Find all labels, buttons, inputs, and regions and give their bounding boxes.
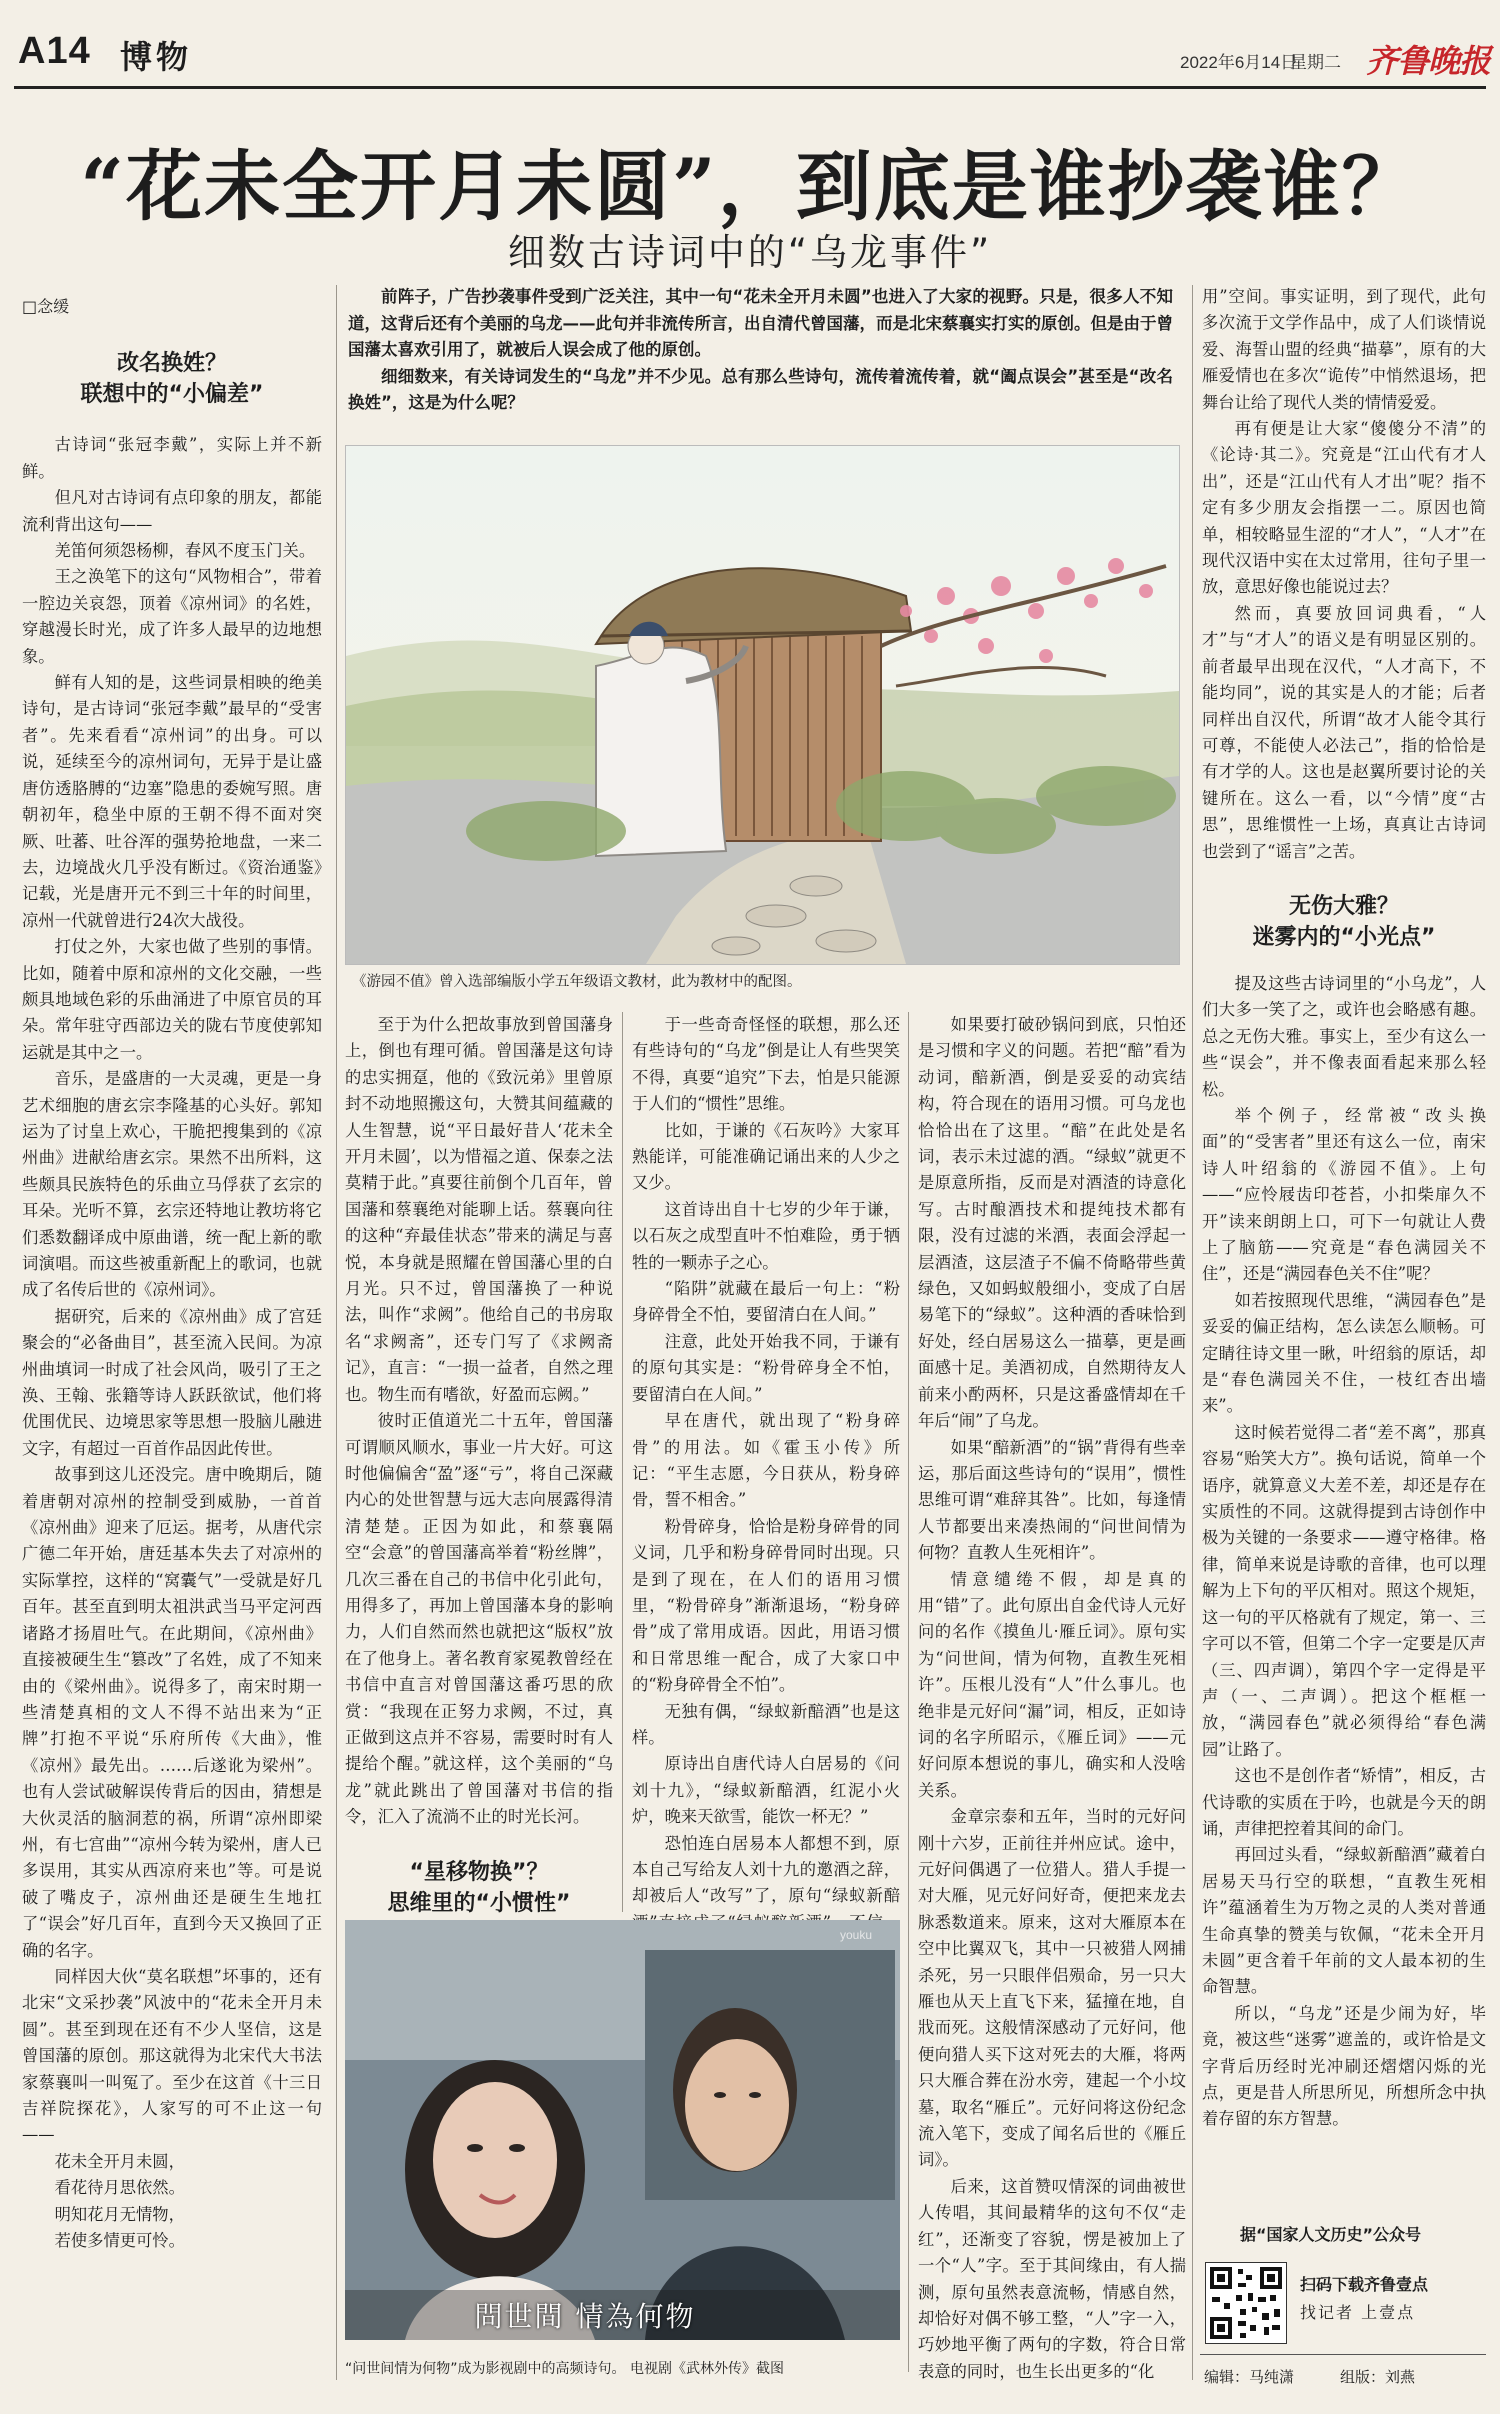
editor-credit: 编辑：马纯潇 [1204, 2368, 1295, 2386]
column-divider [622, 1012, 623, 1912]
body-paragraph: 然而，真要放回词典看，“人才”与“才人”的语义是有明显区别的。前者最早出现在汉代，“人才高下，不能均同”，说的其实是人的才能；后者同样出自汉代，所谓“故才人能令其行可尊，不能使人必法己”，指的恰恰是有才学的人。这也是赵翼所要讨论的关键所在。这么一看，以“今情”度“古思”，思维惯性一上场，真真让古诗词也尝到了“谣言”之苦。 [1202, 603, 1486, 861]
body-paragraph: 鲜有人知的是，这些词景相映的绝美诗句，是古诗词“张冠李戴”最早的“受害者”。先来看看“凉州词”的出身。可以说，延续至今的凉州词句，无异于是让盛唐仿透胳膊的“边塞”隐患的委婉写照。唐朝初年，稳坐中原的王朝不得不面对突厥、吐蕃、吐谷浑的强势抢地盘，一来二去，边境战火几乎没有断过。《资治通鉴》记载，光是唐开元不到三十年的时间里，凉州一代就曾进行24次大战役。 [22, 673, 322, 930]
poem-line: 明知花月无情物， [54, 2204, 185, 2224]
subheadline: 细数古诗词中的“乌龙事件” [507, 231, 993, 274]
column-2 [345, 1012, 613, 1917]
section-name: 博物 [120, 38, 193, 76]
body-paragraph: 王之涣笔下的这句“风物相合”，带着一腔边关哀怨，顶着《凉州词》的名姓，穿越漫长时光，成了许多人最早的边地想象。 [22, 567, 322, 666]
issue-weekday: 星期二 [1290, 53, 1341, 73]
tv-caption: “问世间情为何物”成为影视剧中的高频诗句。 电视剧《武林外传》截图 [345, 2361, 784, 2377]
body-paragraph: “陷阱”就藏在最后一句上：“粉身碎骨全不怕，要留清白在人间。” [632, 1279, 900, 1325]
section3-title-line1: 无伤大雅？ [1288, 893, 1399, 919]
intro-block [348, 284, 1173, 417]
body-paragraph: 粉骨碎身，恰恰是粉身碎骨的同义词，几乎和粉身碎骨同时出现。只是到了现在，在人们的语用习惯里，“粉骨碎身”渐渐退场，“粉身碎骨”成了常用成语。因此，用语习惯和日常思维一配合，成了大家口中的“粉身碎骨全不怕”。 [632, 1516, 900, 1695]
poem-line: 花未全开月未圆， [54, 2151, 185, 2171]
body-paragraph: 再有便是让大家“傻傻分不清”的《论诗·其二》。究竟是“江山代有才人出”，还是“江山代有人才出”呢？指不定有多少朋友会指摆一二。原因也简单，相较略显生涩的“才人”，“人才”在现代汉语中实在太过常用，往句子里一放，意思好像也能说过去？ [1202, 419, 1486, 597]
body-paragraph: 后来，这首赞叹情深的词曲被世人传唱，其间最精华的这句不仅“走红”，还渐变了容貌，愣是被加上了一个“人”字。至于其间缘由，有人揣测，原句虽然表意流畅，情感自然，却恰好对偶不够工整，“人”字一入，巧妙地平衡了两句的字数，符合日常表意的同时，也生长出更多的“化 [918, 2176, 1186, 2381]
body-paragraph: 金章宗泰和五年，当时的元好问刚十六岁，正前往并州应试。途中，元好问偶遇了一位猎人。猎人手提一对大雁，见元好问好奇，便把来龙去脉悉数道来。原来，这对大雁原本在空中比翼双飞，其中一只被猎人网捕杀死，另一只眼伴侣殒命，另一只大雁也从天上直飞下来，猛撞在地，自戕而死。这般情深感动了元好问，他便向猎人买下这对死去的大雁，将两只大雁合葬在汾水旁，建起一个小坟墓，取名“雁丘”。元好问将这份纪念流入笔下，变成了闻名后世的《雁丘词》。 [918, 1807, 1186, 2170]
body-paragraph: 据研究，后来的《凉州曲》成了宫廷聚会的“必备曲目”，甚至流入民间。为凉州曲填词一时成了社会风尚，吸引了王之涣、王翰、张籍等诗人跃跃欲试，他们将优围优民、边境思家等思想一股脑儿融进文字，有超过一百首作品因此传世。 [22, 1306, 322, 1458]
column-4 [918, 1012, 1186, 2381]
body-paragraph: 举个例子，经常被“改头换面”的“受害者”里还有这么一位，南宋诗人叶绍翁的《游园不值》。上句——“应怜屐齿印苍苔，小扣柴扉久不开”读来朗朗上口，可下一句就让人费上了脑筋——究竟是“春色满园关不住”，还是“满园春色关不住”呢？ [1202, 1105, 1486, 1284]
qr-prompt: 扫码下载齐鲁壹点 [1300, 2275, 1429, 2294]
body-paragraph: 音乐，是盛唐的一大灵魂，更是一身艺术细胞的唐玄宗李隆基的心头好。郭知运为了讨皇上欢心，干脆把搜集到的《凉州曲》进献给唐玄宗。果然不出所料，这些颇具民族特色的乐曲立马俘获了玄宗的耳朵。光听不算，玄宗还特地让教坊将它们悉数翻译成中原曲谱，统一配上新的歌词演唱。而这些被重新配上的歌词，也就成了名传后世的《凉州词》。 [22, 1069, 322, 1300]
body-paragraph: 无独有偶，“绿蚁新醅酒”也是这样。 [632, 1701, 900, 1747]
body-paragraph: 提及这些古诗词里的“小乌龙”，人们大多一笑了之，或许也会略感有趣。总之无伤大雅。事实上，至少有这么一些“误会”，并不像表面看起来那么轻松。 [1202, 973, 1486, 1099]
intro-paragraph: 细细数来，有关诗词发生的“乌龙”并不少见。总有那么些诗句，流传着流传着，就“阖点误会”甚至是“改名换姓”，这是为什么呢？ [348, 366, 1173, 412]
body-paragraph: 同样因大伙“莫名联想”坏事的，还有北宋“文采抄袭”风波中的“花未全开月未圆”。甚至到现在还有不少人坚信，这是曾国藩的原创。那这就得为北宋代大书法家蔡襄叫一叫冤了。至少在这首《十三日吉祥院探花》，人家写的可不止这一句—— [22, 1966, 322, 2145]
body-paragraph: 如果要打破砂锅问到底，只怕还是习惯和字义的问题。若把“醅”看为动词，醅新酒，倒是妥妥的动宾结构，符合现在的语用习惯。可乌龙也恰恰出在了这里。“醅”在此处是名词，表示未过滤的酒。“绿蚁”就更不是原意所指，反而是对酒渣的诗意化写。古时酿酒技术和提纯技术都有限，没有过滤的米酒，表面会浮起一层酒渣，这层渣子不偏不倚略带些黄绿色，又如蚂蚁般细小，变成了白居易笔下的“绿蚁”。这种酒的香味恰到好处，经白居易这么一描摹，更是画面感十足。美酒初成，自然期待友人前来小酌两杯，只是这番盛情却在千年后“闹”了乌龙。 [918, 1015, 1186, 1431]
section1-title-line2: 联想中的“小偏差” [80, 382, 264, 408]
body-paragraph: 这时候若觉得二者“差不离”，那真容易“贻笑大方”。换句话说，简单一个语序，就算意义大差不差，却还是存在实质性的不同。这就得提到古诗创作中极为关键的一条要求——遵守格律。格律，简单来说是诗歌的音律，也可以理解为上下句的平仄相对。照这个规矩，这一句的平仄格就有了规定，第一、三字可以不管，但第二个字一定要是仄声（三、四声调），第四个字一定得是平声（一、二声调）。把这个框框一放，“满园春色”就必须得给“春色满园”让路了。 [1202, 1422, 1486, 1759]
issue-date: 2022年6月14日 [1180, 53, 1298, 72]
body-paragraph: 比如，于谦的《石灰吟》大家耳熟能详，可能准确记诵出来的人少之又少。 [632, 1120, 900, 1193]
column-3 [632, 1012, 900, 1912]
body-paragraph: 彼时正值道光二十五年，曾国藩可谓顺风顺水，事业一片大好。可这时他偏偏舍“盈”逐“亏”，将自己深藏内心的处世智慧与远大志向展露得清清楚楚。正因为如此，和蔡襄隔空“会意”的曾国藩高举着“粉丝牌”，几次三番在自己的书信中化引此句，用得多了，再加上曾国藩本身的影响力，人们自然而然也就把这“版权”放在了他身上。著名教育家冕教曾经在书信中直言对曾国藩这番巧思的欣赏：“我现在正努力求阙，不过，真正做到这点并不容易，需要时时有人提给个醒。”就这样，这个美丽的“乌龙”就此跳出了曾国藩对书信的指令，汇入了流淌不止的时光长河。 [345, 1411, 613, 1827]
section3-title-line2: 迷雾内的“小光点” [1252, 924, 1436, 950]
body-paragraph: 但凡对古诗词有点印象的朋友，都能流利背出这句—— [22, 488, 322, 534]
poem-line: 若使多情更可怜。 [54, 2231, 185, 2251]
qr-code-icon [1206, 2263, 1286, 2343]
section-gap [345, 1831, 613, 1857]
tv-still-photo [345, 1920, 900, 2340]
poem-line: 羌笛何须怨杨柳，春风不度玉门关。 [54, 541, 316, 561]
body-paragraph: 恐怕连白居易本人都想不到，原本自己写给友人刘十九的邀酒之辞，却被后人“改写”了，原句“绿蚁新醅 [632, 1833, 900, 1906]
body-paragraph: 再回过头看，“绿蚁新醅酒”藏着白居易天马行空的联想，“直教生死相许”蕴涵着生为万物之灵的人类对普通生命真挚的赞美与钦佩，“花未全开月未圆”更含着千年前的文人最本初的生命智慧。 [1202, 1845, 1486, 1997]
body-paragraph: 如果“醅新酒”的“锅”背得有些幸运，那后面这些诗句的“误用”，惯性思维可谓“难辞其咎”。比如，每逢情人节都要出来凑热闹的“问世间情为何物？直教人生死相许”。 [918, 1437, 1186, 1563]
footer-rule [1200, 2354, 1486, 2355]
masthead-logo: 齐鲁晚报 [1366, 42, 1491, 80]
body-paragraph: 至于为什么把故事放到曾国藩身上，倒也有理可循。曾国藩是这句诗的忠实拥趸，他的《致沅弟》里曾原封不动地照搬这句，大赞其间蕴藏的人生智慧，说“平日最好昔人‘花未全开月未圆’，以为惜福之道、保泰之法莫精于此。”真要往前倒个几百年，曾国藩和蔡襄绝对能聊上话。蔡襄向往的这种“弃最佳状态”带来的满足与喜悦，本身就是照耀在曾国藩心里的白月光。只不过，曾国藩换了一种说法，叫作“求阙”。他给自己的书房取名“求阙斋”，还专门写了《求阙斋记》，直言：“一损一益者，自然之理也。物生而有嗜欲，好盈而忘阙。” [345, 1015, 613, 1404]
body-paragraph: 原诗出自唐代诗人白居易的《问刘十九》，“绿蚁新醅酒，红泥小火炉，晚来天欲雪，能饮一杯无？” [632, 1754, 900, 1827]
illustration-figure [345, 445, 1180, 965]
poem-line: 看花待月思依然。 [54, 2178, 185, 2198]
column-divider [1192, 285, 1193, 2380]
page-number: A14 [18, 30, 91, 72]
body-paragraph: 故事到这儿还没完。唐中晚期后，随着唐朝对凉州的控制受到威胁，一首首《凉州曲》迎来了厄运。据考，从唐代宗广德二年开始，唐廷基本失去了对凉州的实际掌控，这样的“窝囊气”一受就是好几百年。甚至直到明太祖洪武当马平定河西诸路才扬眉吐气。在此期间，《凉州曲》直接被硬生生“篡改”了名姓，成了不知来由的《梁州曲》。说得多了，南宋时期一些清楚真相的文人不得不站出来为“正牌”打抱不平说“乐府所传《大曲》，惟《凉州》最先出。……后遂讹为梁州”。也有人尝试破解误传背后的因由，猜想是大伙灵活的脑洞惹的祸，所谓“凉州即梁州，有七宫曲”“凉州今转为梁州，唐人已多误用，其实从西凉府来也”等。可是说破了嘴皮子，凉州曲还是硬生生地扛了“误会”好几百年，直到今天又换回了正确的名字。 [22, 1465, 322, 1960]
video-watermark: youku [840, 1928, 873, 1942]
section1-title-line1: 改名换姓？ [116, 351, 227, 377]
body-paragraph: 这也不是创作者“矫情”，相反，古代诗歌的实质在于吟，也就是今天的朗诵，声律把控着其间的命门。 [1202, 1766, 1486, 1838]
author-byline: □念缓 [22, 297, 70, 316]
body-paragraph: 所以，“乌龙”还是少闹为好，毕竟，被这些“迷雾”遮盖的，或许恰是文字背后历经时光冲刷还熠熠闪烁的光点，更是昔人所思所见，所想所念中执着存留的东方智慧。 [1202, 2003, 1486, 2129]
body-paragraph: 如若按照现代思维，“满园春色”是妥妥的偏正结构，怎么读怎么顺畅。可定睛往诗文里一瞅，叶绍翁的原话，却是“春色满园关不住，一枝红杏出墙来”。 [1202, 1290, 1486, 1416]
body-paragraph: 于一些奇奇怪怪的联想，那么还有些诗句的“乌龙”倒是让人有些哭笑不得，真要“追究”下去，怕是只能源于人们的“惯性”思维。 [632, 1015, 900, 1114]
qr-code[interactable] [1205, 2262, 1287, 2344]
illustration-caption: 《游园不值》曾入选部编版小学五年级语文教材，此为教材中的配图。 [352, 974, 802, 990]
intro-paragraph: 前阵子，广告抄袭事件受到广泛关注，其中一句“花未全开月未圆”也进入了大家的视野。只是，很多人不知道，这背后还有个美丽的乌龙——此句并非流传所言，出自清代曾国藩，而是北宋蔡襄实打实的原创。但是由于曾国藩太喜欢引用了，就被后人误会成了他的原创。 [348, 287, 1173, 359]
section2-title-line1: “星移物换”？ [409, 1859, 549, 1885]
body-paragraph: 这首诗出自十七岁的少年于谦，以石灰之成型直叶不怕难险，勇于牺牲的一颗赤子之心。 [632, 1199, 900, 1272]
tv-still-illustration [345, 1920, 900, 2340]
tv-subtitle: 問世間 情為何物 [474, 2300, 696, 2333]
column-5 [1202, 284, 1486, 2309]
body-paragraph: 用”空间。事实证明，到了现代，此句多次流于文学作品中，成了人们谈情说爱、海誓山盟的经典“描摹”，原有的大雁爱情也在多次“诡传”中悄然退场，把舞台让给了现代人类的情情爱爱。 [1202, 287, 1486, 412]
body-paragraph: 早在唐代，就出现了“粉身碎骨”的用法。如《霍玉小传》所记：“平生志愿，今日获从，粉身碎骨，誓不相舍。” [632, 1411, 900, 1510]
qr-subprompt: 找记者 上壹点 [1300, 2303, 1416, 2322]
headline: “花未全开月未圆”，到底是谁抄袭谁？ [80, 142, 1420, 231]
garden-gate-illustration [346, 446, 1179, 964]
body-paragraph: 注意，此处开始我不同，于谦有的原句其实是：“粉骨碎身全不怕，要留清白在人间。” [632, 1331, 900, 1404]
column-divider [908, 1012, 909, 2372]
body-paragraph: 古诗词“张冠李戴”，实际上并不新鲜。 [22, 435, 322, 481]
source-credit: 据“国家人文历史”公众号 [1240, 2225, 1422, 2244]
body-paragraph: 情意缱绻不假，却是真的用“错”了。此句原出自金代诗人元好问的名作《摸鱼儿·雁丘词》。原句实为“问世间，情为何物，直教生死相许”。压根儿没有“人”什么事儿。也绝非是元好问“漏”词，相反，正如诗词的名字所昭示，《雁丘词》——元好问原本想说的事儿，确实和人没啥关系。 [918, 1569, 1186, 1800]
header-rule [14, 86, 1486, 89]
column-divider [336, 285, 337, 2380]
column-1 [22, 294, 322, 2369]
body-paragraph: 打仗之外，大家也做了些别的事情。比如，随着中原和凉州的文化交融，一些颇具地域色彩的乐曲涌进了中原官员的耳朵。常年驻守西部边关的陇右节度使郭知运就是其中之一。 [22, 937, 322, 1062]
section-gap [1202, 865, 1486, 891]
layout-credit: 组版：刘燕 [1340, 2368, 1416, 2386]
section2-title-line2: 思维里的“小惯性” [387, 1890, 571, 1916]
